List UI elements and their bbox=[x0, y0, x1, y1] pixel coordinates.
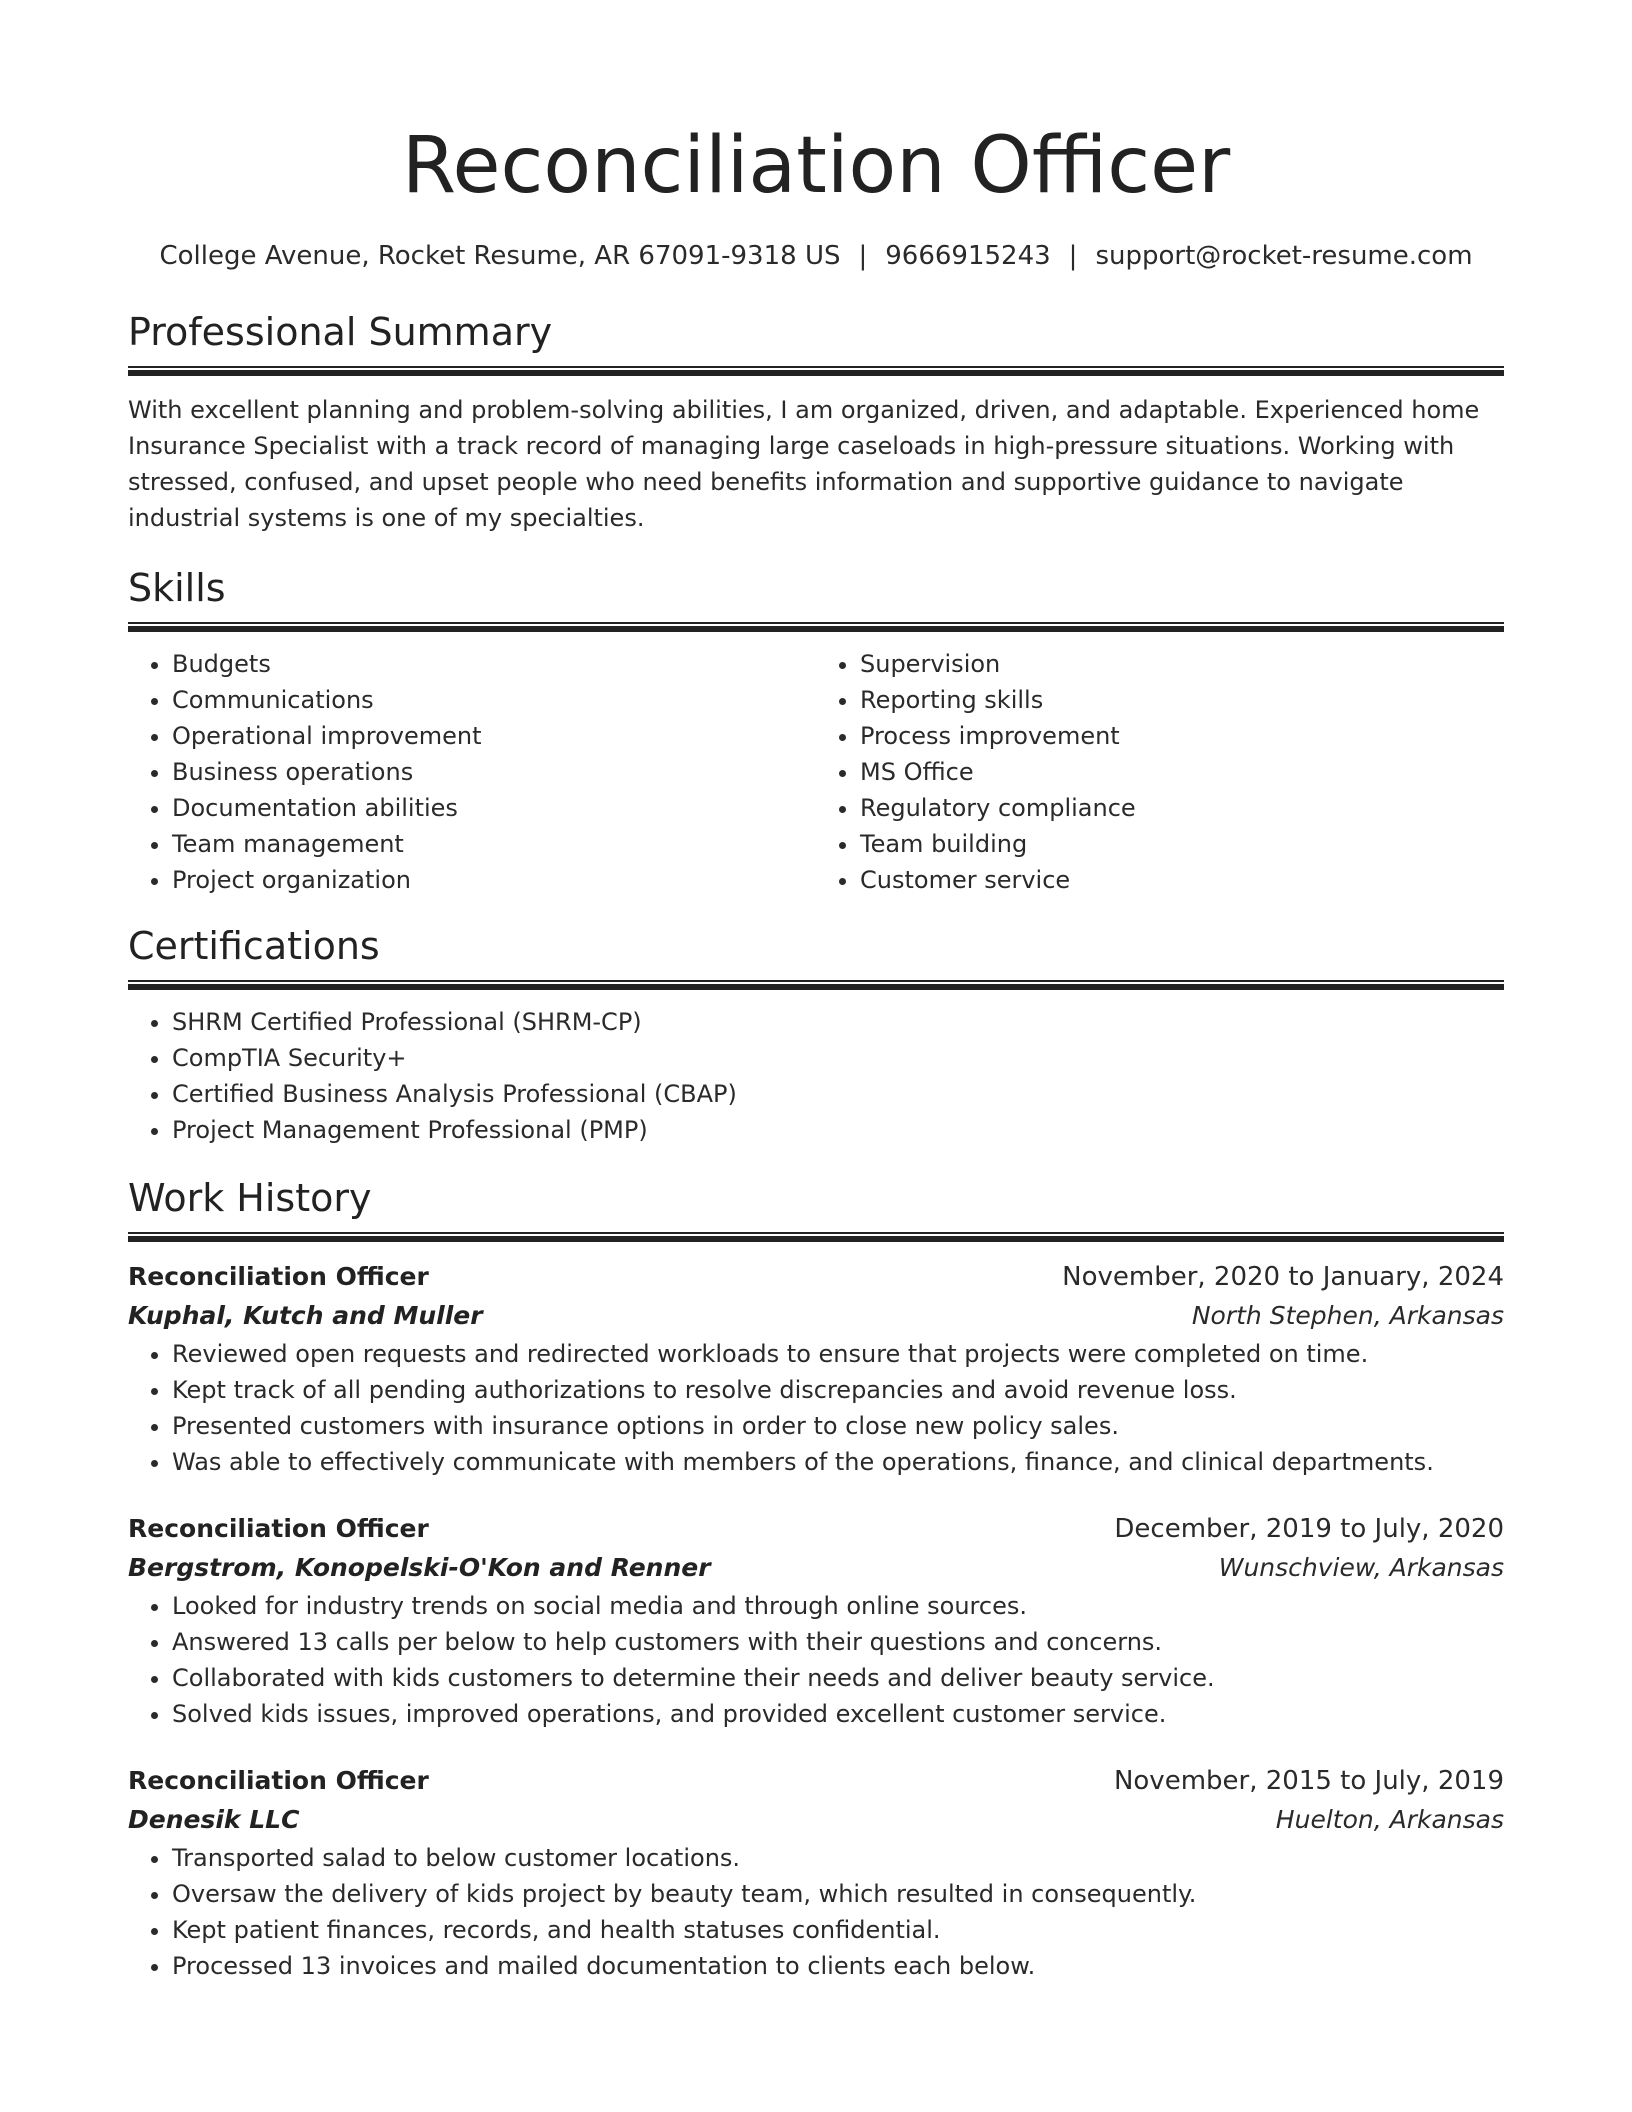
job-dates: December, 2019 to July, 2020 bbox=[1114, 1514, 1504, 1544]
work-history-heading: Work History bbox=[128, 1176, 372, 1220]
skills-list-left bbox=[128, 646, 816, 898]
section-divider bbox=[128, 1232, 1504, 1242]
contact-separator: | bbox=[1068, 241, 1078, 271]
skill-item: • Communications bbox=[172, 682, 816, 718]
resume-name: Reconciliation Officer bbox=[401, 121, 1231, 211]
skills-heading: Skills bbox=[128, 566, 226, 610]
job-bullets bbox=[128, 1336, 1504, 1480]
job-bullet: • Presented customers with insurance options in order to close new policy sales. bbox=[172, 1408, 1504, 1444]
certifications-list bbox=[128, 1004, 1504, 1148]
job-dates: November, 2020 to January, 2024 bbox=[1062, 1262, 1504, 1292]
job-bullet: • Processed 13 invoices and mailed documentation to clients each below. bbox=[172, 1948, 1504, 1984]
skill-item: • Customer service bbox=[860, 862, 1504, 898]
job-company: Denesik LLC bbox=[128, 1805, 300, 1834]
skills-grid bbox=[128, 646, 1504, 898]
job-header bbox=[128, 1258, 1504, 1296]
job-bullet: • Looked for industry trends on social media and through online sources. bbox=[172, 1588, 1504, 1624]
skill-item: • Budgets bbox=[172, 646, 816, 682]
skill-item: • MS Office bbox=[860, 754, 1504, 790]
certifications-section bbox=[128, 922, 1504, 1148]
summary-text: With excellent planning and problem-solving abilities, I am organized, driven, and adaptable. Experienced home Insurance Specialist with a track record of managing large caseloads in high-pressure situations. Working with stressed, confused, and upset people who need benefits information and supportive guidance to navigate industrial systems is one of my specialties. bbox=[128, 396, 1480, 532]
summary-heading: Professional Summary bbox=[128, 310, 553, 354]
work-history-section bbox=[128, 1174, 1504, 1984]
contact-line bbox=[128, 236, 1504, 276]
contact-address: College Avenue, Rocket Resume, AR 67091-9318 US bbox=[159, 241, 841, 271]
job-bullet: • Transported salad to below customer locations. bbox=[172, 1840, 1504, 1876]
job-header bbox=[128, 1762, 1504, 1800]
skill-item: • Team building bbox=[860, 826, 1504, 862]
job-location: Wunschview, Arkansas bbox=[1218, 1553, 1504, 1582]
job-location: Huelton, Arkansas bbox=[1275, 1805, 1504, 1834]
job-title: Reconciliation Officer bbox=[128, 1514, 429, 1543]
job-entry bbox=[128, 1510, 1504, 1732]
job-company: Bergstrom, Konopelski-O'Kon and Renner bbox=[128, 1553, 711, 1582]
job-subheader bbox=[128, 1296, 1504, 1336]
job-title: Reconciliation Officer bbox=[128, 1766, 429, 1795]
job-subheader bbox=[128, 1800, 1504, 1840]
job-header bbox=[128, 1510, 1504, 1548]
job-title: Reconciliation Officer bbox=[128, 1262, 429, 1291]
skill-item: • Documentation abilities bbox=[172, 790, 816, 826]
job-entry bbox=[128, 1762, 1504, 1984]
job-bullet: • Kept patient finances, records, and health statuses confidential. bbox=[172, 1912, 1504, 1948]
job-bullet: • Reviewed open requests and redirected workloads to ensure that projects were completed on time. bbox=[172, 1336, 1504, 1372]
job-subheader bbox=[128, 1548, 1504, 1588]
job-bullet: • Oversaw the delivery of kids project by beauty team, which resulted in consequently. bbox=[172, 1876, 1504, 1912]
job-bullet: • Solved kids issues, improved operations, and provided excellent customer service. bbox=[172, 1696, 1504, 1732]
skill-item: • Reporting skills bbox=[860, 682, 1504, 718]
job-entry bbox=[128, 1258, 1504, 1480]
contact-email: support@rocket-resume.com bbox=[1095, 241, 1473, 271]
job-company: Kuphal, Kutch and Muller bbox=[128, 1301, 483, 1330]
job-bullets bbox=[128, 1840, 1504, 1984]
certification-item: • CompTIA Security+ bbox=[172, 1040, 1504, 1076]
skills-list-right bbox=[816, 646, 1504, 898]
section-divider bbox=[128, 366, 1504, 376]
job-bullets bbox=[128, 1588, 1504, 1732]
skills-section bbox=[128, 564, 1504, 898]
skill-item: • Operational improvement bbox=[172, 718, 816, 754]
certifications-heading: Certifications bbox=[128, 924, 380, 968]
section-divider bbox=[128, 980, 1504, 990]
certification-item: • Project Management Professional (PMP) bbox=[172, 1112, 1504, 1148]
skill-item: • Business operations bbox=[172, 754, 816, 790]
job-bullet: • Answered 13 calls per below to help customers with their questions and concerns. bbox=[172, 1624, 1504, 1660]
certification-item: • SHRM Certified Professional (SHRM-CP) bbox=[172, 1004, 1504, 1040]
skill-item: • Process improvement bbox=[860, 718, 1504, 754]
job-dates: November, 2015 to July, 2019 bbox=[1113, 1766, 1504, 1796]
contact-separator: | bbox=[858, 241, 868, 271]
skill-item: • Supervision bbox=[860, 646, 1504, 682]
skills-column-left bbox=[128, 646, 816, 898]
section-divider bbox=[128, 622, 1504, 632]
certification-item: • Certified Business Analysis Professional (CBAP) bbox=[172, 1076, 1504, 1112]
contact-phone: 9666915243 bbox=[885, 241, 1051, 271]
skills-column-right bbox=[816, 646, 1504, 898]
skill-item: • Project organization bbox=[172, 862, 816, 898]
skill-item: • Team management bbox=[172, 826, 816, 862]
job-location: North Stephen, Arkansas bbox=[1191, 1301, 1504, 1330]
job-bullet: • Collaborated with kids customers to determine their needs and deliver beauty service. bbox=[172, 1660, 1504, 1696]
job-bullet: • Kept track of all pending authorizations to resolve discrepancies and avoid revenue loss. bbox=[172, 1372, 1504, 1408]
job-bullet: • Was able to effectively communicate with members of the operations, finance, and clinical departments. bbox=[172, 1444, 1504, 1480]
summary-section bbox=[128, 308, 1504, 536]
skill-item: • Regulatory compliance bbox=[860, 790, 1504, 826]
